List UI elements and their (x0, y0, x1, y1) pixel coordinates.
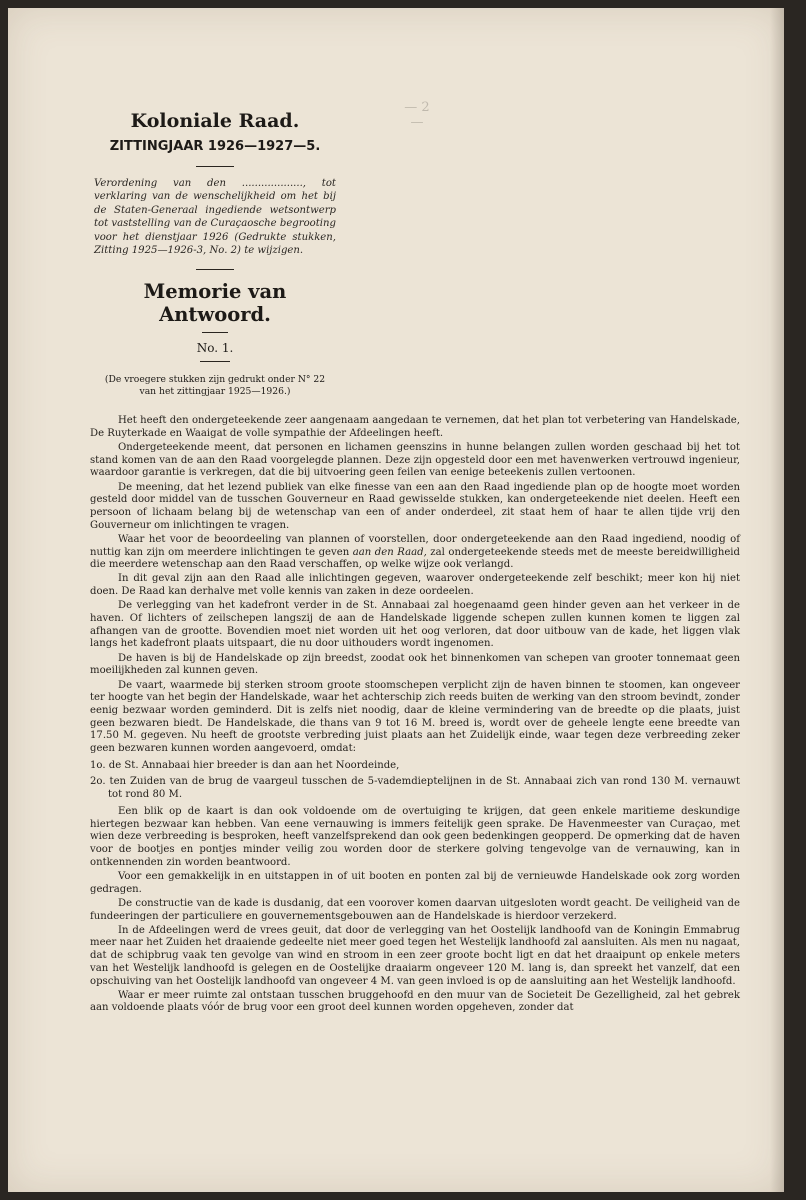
paragraph: Voor een gemakkelijk in en uitstappen in of uit booten en ponten zal bij de vernieuwde Handelskade ook zorg worden gedragen. (90, 870, 740, 895)
paragraph-text: Waar het voor de beoordeeling van plannen of voorstellen, door ondergeteekende aan den Raad ingediend, noodig of nuttig kan zijn om meerdere inlichtingen te geven (90, 533, 740, 558)
paragraph: De meening, dat het lezend publiek van elke finesse van een aan den Raad ingediende plan op de hoogte moet worden gesteld door middel van de tusschen Gouverneur en Raad gewisselde stukken, kan ondergeteekende niet deelen. Heeft een persoon of lichaam belang bij de wetenschap van een of ander onderdeel, zit staat hem of haar te allen tijde vrij den Gouverneur om inlichtingen te vragen. (90, 481, 740, 531)
divider (196, 166, 234, 167)
document-page (8, 8, 784, 1192)
list-item: 1o. de St. Annabaai hier breeder is dan aan het Noordeinde, (90, 759, 400, 771)
paragraph: De constructie van de kade is dusdanig, dat een voorover komen daarvan uitgesloten wordt geacht. De veiligheid van de fundeeringen der particuliere en gouvernementsgebouwen aan de Handelskade is hierdoor verzekerd. (90, 897, 740, 922)
paragraph: Ondergeteekende meent, dat personen en lichamen geenszins in hunne belangen zullen worden geschaad bij het tot stand komen van de aan den Raad voorgelegde plannen. Deze zijn opgesteld door een met havenwerken vertrouwd ingenieur, waardoor garantie is verkregen, dat die bij uitvoering geen feilen van eenige beteekenis zullen vertoonen. (90, 441, 740, 479)
session-year: ZITTINGJAAR 1926—1927—5. (109, 139, 321, 154)
council-title: Koloniale Raad. (130, 110, 300, 132)
divider (196, 269, 234, 270)
ordinance-description: Verordening van den ..................., tot verklaring van de wenschelijkheid om het bij de Staten-Generaal ingediende wetsontwerp tot vaststelling van de Curaçaosche begrooting voor het dienstjaar 1926 (Gedrukte stukken, Zitting 1925—1926-3, No. 2) te wijzigen. (94, 178, 336, 257)
paragraph: Het heeft den ondergeteekende zeer aangenaam aangedaan te vernemen, dat het plan tot verbetering van Handelskade, De Ruyterkade en Waaigat de volle sympathie der Afdeelingen heeft. (90, 415, 740, 439)
divider (202, 332, 228, 333)
paragraph: In de Afdeelingen werd de vrees geuit, dat door de verlegging van het Oostelijk landhoofd van de Koningin Emmabrug meer naar het Zuiden het draaiende gedeelte niet meer goed tegen het Westelijk landhoofd zal aansluiten. Als men nu nagaat, dat de schipbrug vaak ten gevolge van wind en stroom in een zeer groote bocht ligt en dat het draaipunt op enkele meters van het Westelijk landhoofd is gelegen en de Oostelijke draaiarm ongeveer 120 M. lang is, dan spreekt het vanzelf, dat een opschuiving van het Oostelijk landhoofd van ongeveer 4 M. van geen invloed is op de aansluiting aan het Westelijk landhoofd. (90, 924, 740, 987)
paragraph: Een blik op de kaart is dan ook voldoende om de overtuiging te krijgen, dat geen enkele maritieme deskundige hiertegen bezwaar kan hebben. Van eene vernauwing is immers feitelijk geen sprake. De Havenmeester van Curaçao, met wien deze verbreeding is besproken, heeft vanzelfsprekend dan ook geen bedenkingen geopperd. De opmerking dat de haven voor de bootjes en pontjes minder veilig zou worden door de sterkere golving tengevolge van de vernauwing, kan in ontkennenden zin worden beantwoord. (90, 805, 740, 868)
paragraph: Waar er meer ruimte zal ontstaan tusschen bruggehoofd en den muur van de Societeit De Gezelligheid, zal het gebrek aan voldoende plaats vóór de brug voor een groot deel kunnen worden opgeheven, zonder dat (90, 989, 740, 1014)
divider (200, 361, 230, 362)
paragraph: De vaart, waarmede bij sterken stroom groote stoomschepen verplicht zijn de haven binnen te stoomen, kan ongeveer ter hoogte van het begin der Handelskade, waar het achterschip zich reeds buiten de werking van den stroom bevindt, zonder eenig bezwaar worden geminderd. Dit is zelfs niet noodig, daar de kleine vermindering van de breedte op die plaats, juist geen bezwaren biedt. De Handelskade, die thans van 9 tot 16 M. breed is, wordt over de geheele lengte eene breedte van 17.50 M. gegeven. Nu heeft de grootste verbreding juist plaats aan het Zuidelijk einde, waar tegen deze verbreeding zeker geen bezwaren kunnen worden aangevoerd, omdat: (90, 679, 740, 755)
list-item: 2o. ten Zuiden van de brug de vaargeul tusschen de 5-vademdieptelijnen in de St. Annabaai zich van rond 130 M. vernauwt tot rond 80 M. (90, 776, 740, 801)
paragraph-text: zal ondergeteekende steeds met de meeste bereidwilligheid die meerdere wetenschap aan den Raad verschaffen, op welke wijze ook verlangd. (90, 546, 740, 571)
paragraph: De verlegging van het kadefront verder in de St. Annabaai zal hoegenaamd geen hinder geven aan het verkeer in de haven. Of lichters of zeilschepen langszij de aan de Handelskade liggende schepen zullen kunnen komen te liggen zal afhangen van de grootte. Bovendien moet niet worden uit het oog verloren, dat door uitbouw van de kade, het liggen vlak langs het kadefront plaats uitspaart, die nu door uithouders wordt ingenomen. (90, 600, 740, 650)
emphasis: aan den Raad, (352, 546, 427, 558)
document-header (90, 110, 340, 397)
body-text (90, 415, 740, 1017)
paragraph (90, 534, 740, 572)
paragraph: De haven is bij de Handelskade op zijn breedst, zoodat ook het binnenkomen van schepen van grooter tonnemaat geen moeilijkheden zal kunnen geven. (90, 652, 740, 677)
bleed-through-page-number: — 2 — (404, 100, 430, 130)
document-number: No. 1. (196, 341, 234, 356)
paragraph: In dit geval zijn aan den Raad alle inlichtingen gegeven, waarover ondergeteekende zelf beschikt; meer kon hij niet doen. De Raad kan derhalve met volle kennis van zaken in deze oordeelen. (90, 573, 740, 598)
reference-note: (De vroegere stukken zijn gedrukt onder N° 22 van het zittingjaar 1925—1926.) (104, 374, 326, 397)
document-heading: Memorie van Antwoord. (143, 280, 287, 327)
